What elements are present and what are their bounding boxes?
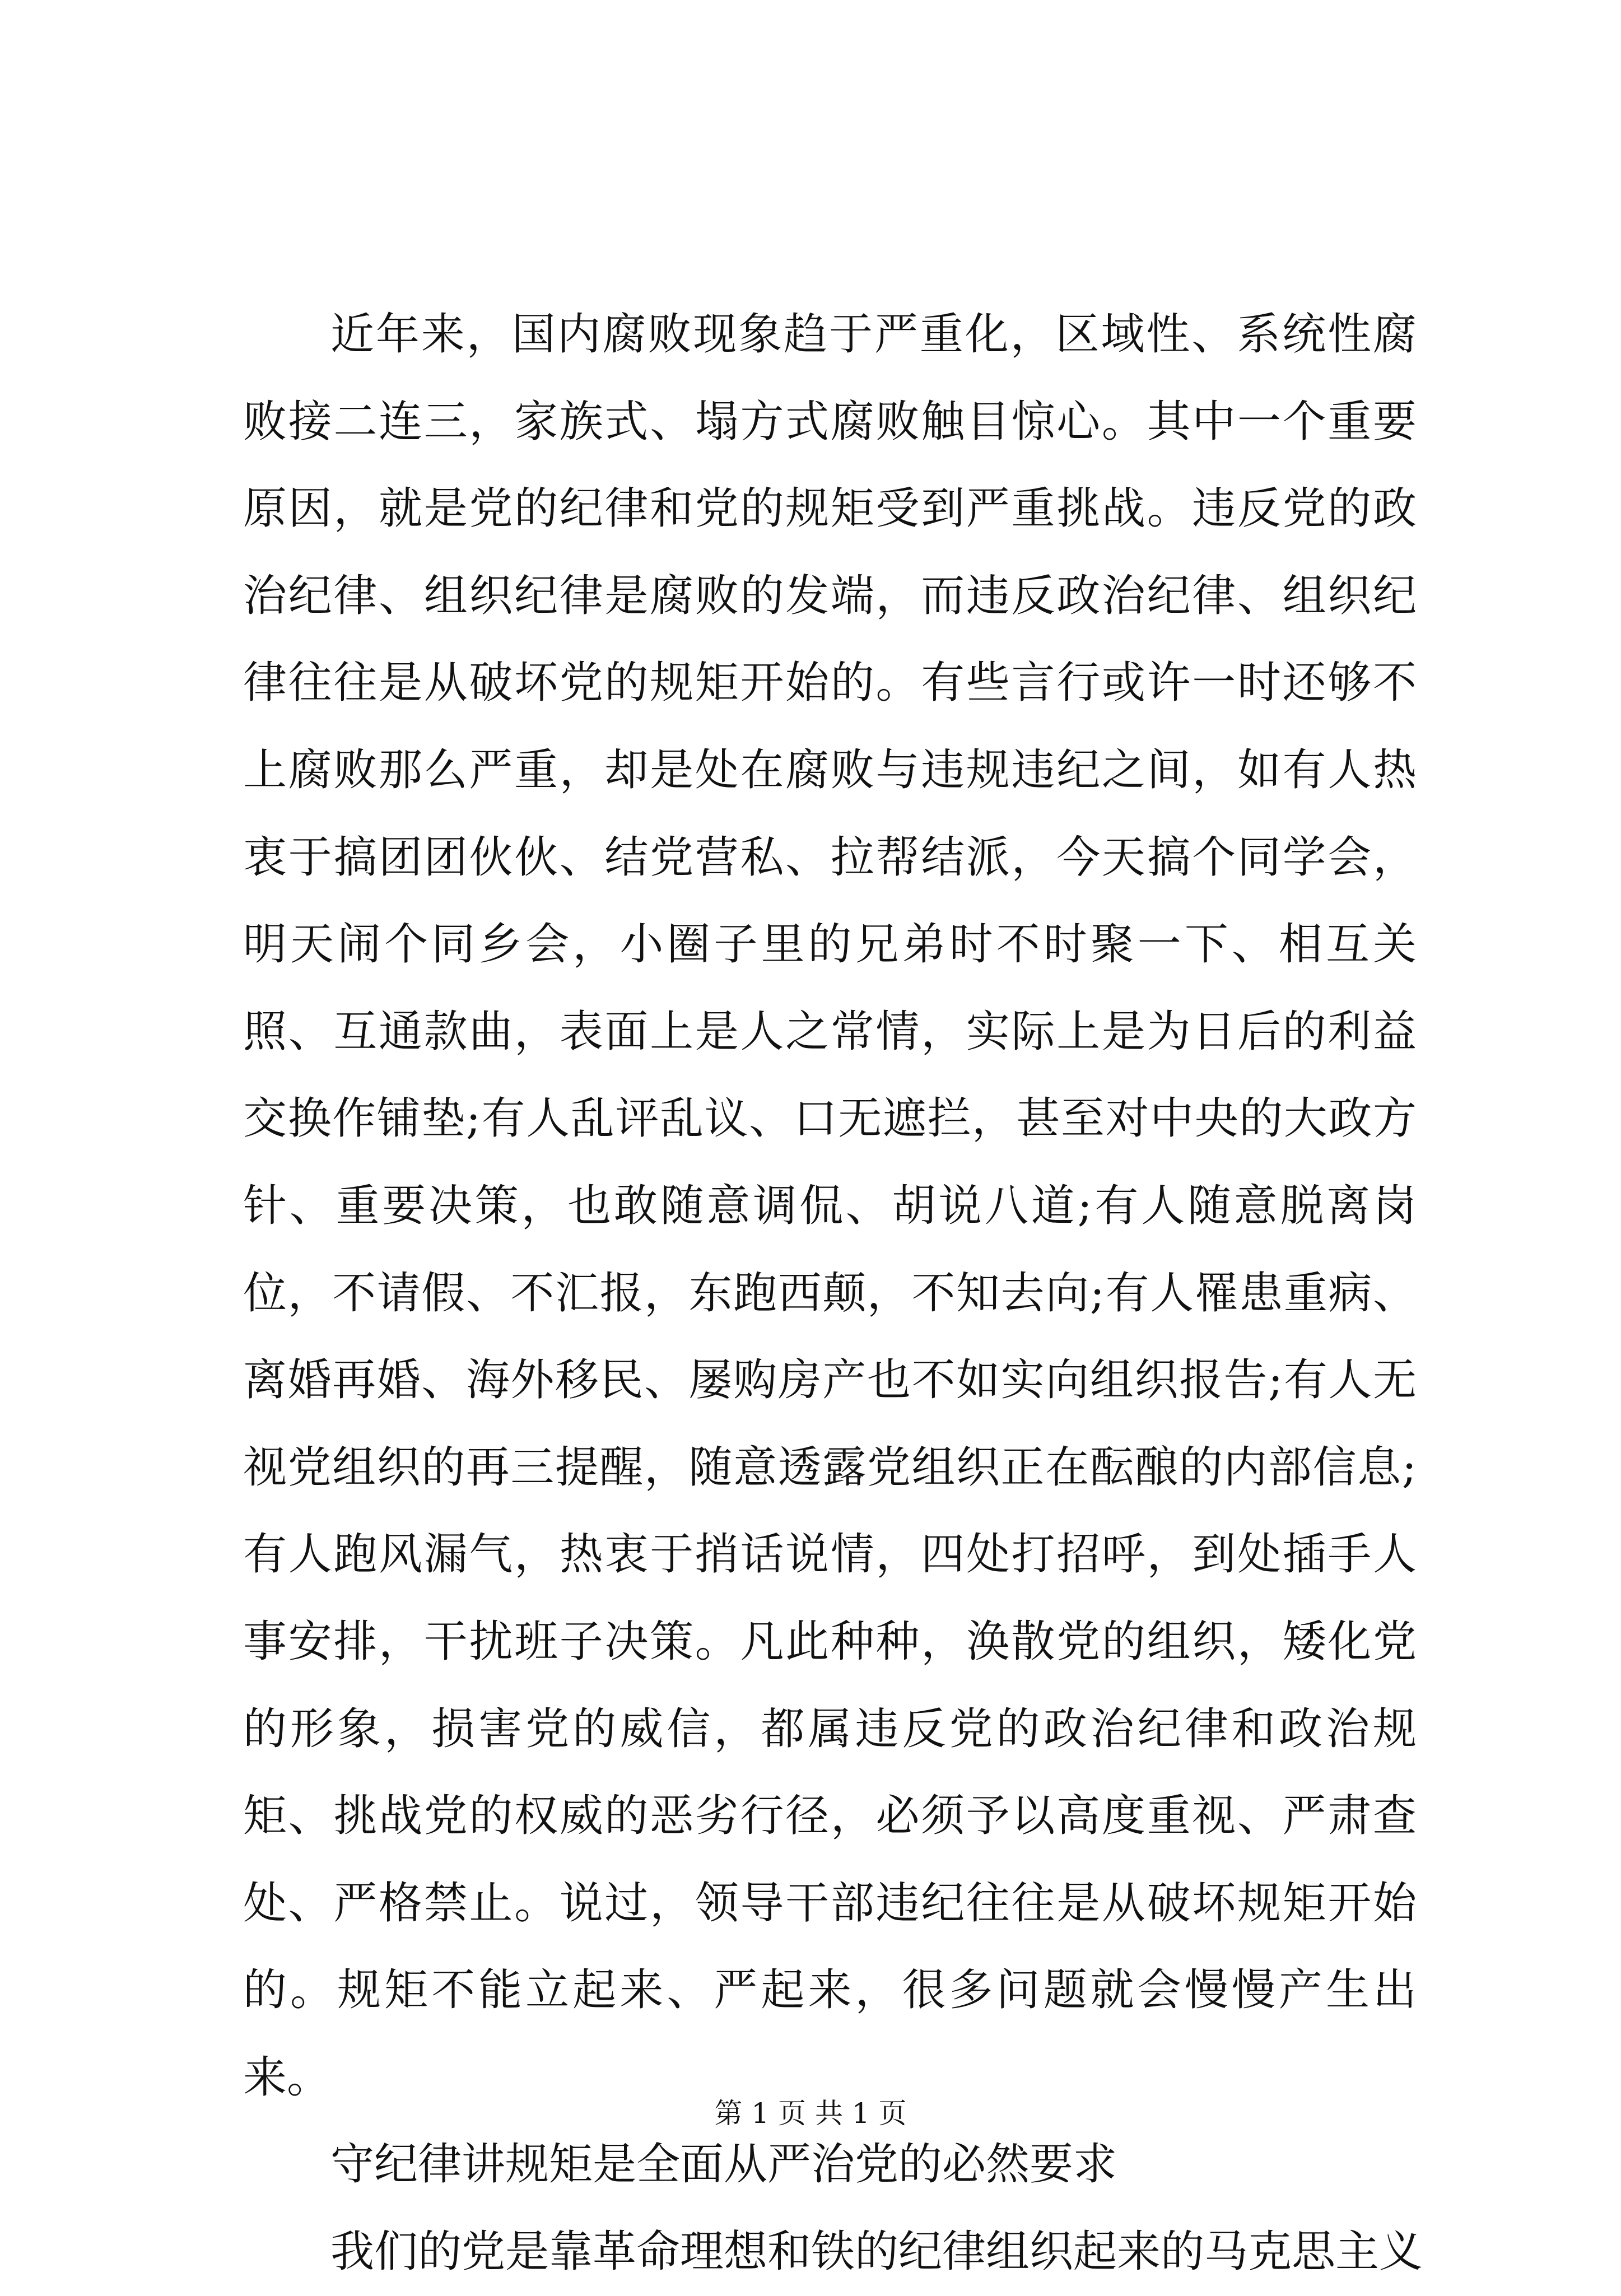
page-footer: 第 1 页 共 1 页 bbox=[714, 2097, 907, 2130]
paragraph-party-opening: 我们的党是靠革命理想和铁的纪律组织起来的马克思主义 bbox=[330, 2227, 1423, 2278]
section-heading: 守纪律讲规矩是全面从严治党的必然要求 bbox=[330, 2139, 1117, 2190]
document-body bbox=[243, 291, 1423, 2296]
paragraph-corruption-discipline: 近年来，国内腐败现象趋于严重化，区域性、系统性腐败接二连三，家族式、塌方式腐败触目惊心。其中一个重要原因，就是党的纪律和党的规矩受到严重挑战。违反党的政治纪律、组织纪律是腐败的发端，而违反政治纪律、组织纪律往往是从破坏党的规矩开始的。有些言行或许一时还够不上腐败那么严重，却是处在腐败与违规违纪之间，如有人热衷于搞团团伙伙、结党营私、拉帮结派，今天搞个同学会，明天闹个同乡会，小圈子里的兄弟时不时聚一下、相互关照、互通款曲，表面上是人之常情，实际上是为日后的利益交换作铺垫;有人乱评乱议、口无遮拦，甚至对中央的大政方针、重要决策，也敢随意调侃、胡说八道;有人随意脱离岗位，不请假、不汇报，东跑西颠，不知去向;有人罹患重病、离婚再婚、海外移民、屡购房产也不如实向组织报告;有人无视党组织的再三提醒，随意透露党组织正在酝酿的内部信息;有人跑风漏气，热衷于捎话说情，四处打招呼，到处插手人事安排，干扰班子决策。凡此种种，涣散党的组织，矮化党的形象，损害党的威信，都属违反党的政治纪律和政治规矩、挑战党的权威的恶劣行径，必须予以高度重视、严肃查处、严格禁止。说过，领导干部违纪往往是从破坏规矩开始的。规矩不能立起来、严起来，很多问题就会慢慢产生出来。 bbox=[243, 309, 1417, 2103]
